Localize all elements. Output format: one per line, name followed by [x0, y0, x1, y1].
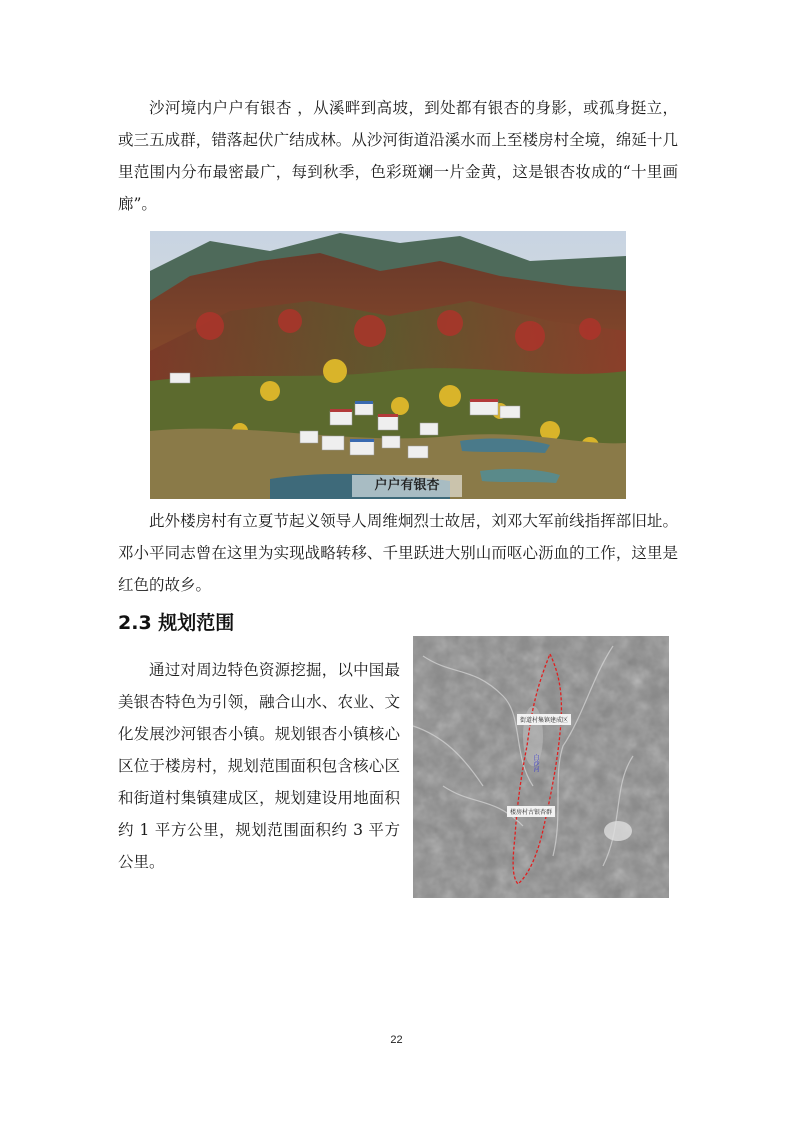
intro-paragraph: 沙河境内户户有银杏 ，从溪畔到高坡，到处都有银杏的身影，或孤身挺立，或三五成群，错落起伏广结成林。从沙河街道沿溪水而上至楼房村全境，绵延十几里范围内分布最密最广，每到秋季，色彩斑斓一片金黄，这是银杏妆成的“十里画廊”。: [118, 99, 678, 213]
planning-map: [413, 636, 669, 898]
photo-caption: 户户有银杏: [352, 475, 462, 497]
map-label-river: 白沙河: [532, 754, 539, 772]
history-paragraph: 此外楼房村有立夏节起义领导人周维炯烈士故居，刘邓大军前线指挥部旧址。邓小平同志曾在这里为实现战略转移、千里跃进大别山而呕心沥血的工作，这里是红色的故乡。: [118, 512, 678, 594]
map-label-ginkgo: 楼房村古银杏群: [507, 806, 555, 817]
planning-paragraph: 通过对周边特色资源挖掘，以中国最美银杏特色为引领，融合山水、农业、文化发展沙河银杏小镇。规划银杏小镇核心区位于楼房村，规划范围面积包含核心区和街道村集镇建成区，规划建设用地面积约 1 平方公里，规划范围面积约 3 平方公里。: [118, 661, 400, 871]
map-label-town: 街道村集镇建成区: [517, 714, 571, 725]
ginkgo-village-photo: [150, 231, 626, 499]
section-heading: 2.3 规划范围: [118, 612, 235, 634]
page-number: 22: [390, 1034, 403, 1046]
